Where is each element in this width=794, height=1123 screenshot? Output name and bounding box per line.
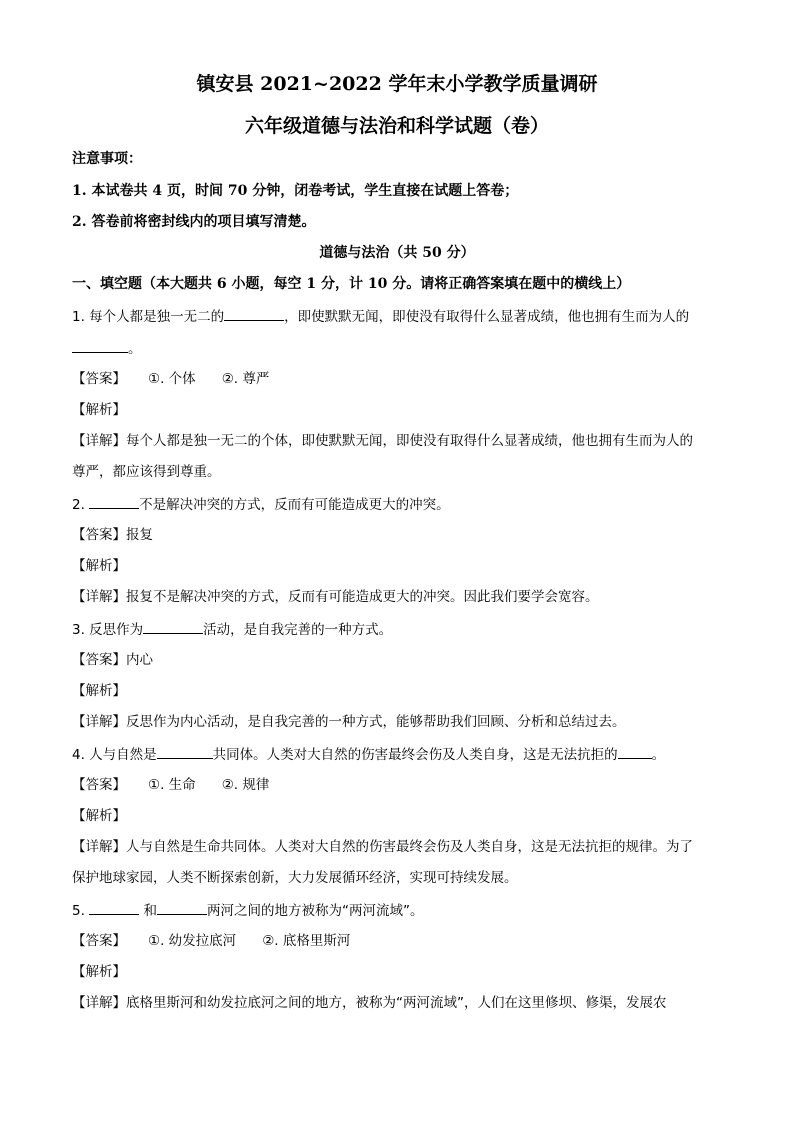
q4-blank-1: [157, 744, 213, 759]
q3-analysis: 【解析】: [72, 683, 126, 699]
q4-detail: [72, 837, 722, 857]
detail-label: 【详解】: [72, 714, 126, 730]
q2-blank: [89, 494, 139, 509]
q4-stem-b: 共同体。人类对大自然的伤害最终会伤及人类自身，这是无法抗拒的: [212, 747, 618, 763]
q5-stem: 两河之间的地方被称为“两河流域”。: [206, 903, 424, 919]
q5-option-2: ②. 底格里斯河: [262, 933, 351, 949]
q5-option-1: ①. 幼发拉底河: [148, 933, 237, 949]
detail-label: 【详解】: [72, 995, 126, 1011]
q3-stem-b: 活动，是自我完善的一种方式。: [203, 622, 393, 638]
q2-answer-text: 报复: [126, 527, 153, 543]
q4-detail-cont: 保护地球家园，人类不断探索创新，大力发展循环经济，实现可持续发展。: [72, 870, 518, 886]
q3-blank: [143, 619, 203, 634]
q4-blank-2: [618, 744, 652, 759]
question-5: [72, 900, 722, 921]
section-title: 道德与法治（共 50 分）: [319, 245, 475, 261]
q1-stem-b: ，即使默默无闻，即使没有取得什么显著成绩，他也拥有生而为人的: [284, 309, 690, 325]
q5-blank-1: [89, 900, 139, 915]
question-2: [72, 494, 722, 515]
answer-label: 【答案】: [72, 777, 126, 793]
q1-option-2: ②. 尊严: [221, 371, 270, 387]
q3-detail: [72, 712, 722, 732]
q5-blank-2: [157, 900, 207, 915]
question-3: [72, 619, 722, 640]
q4-detail-text: 人与自然是生命共同体。人类对大自然的伤害最终会伤及人类自身，这是无法抗拒的规律。为了: [126, 839, 693, 855]
q5-mid: 和: [139, 903, 157, 919]
question-1-cont: [72, 338, 722, 359]
q2-answer: [72, 525, 722, 545]
q1-detail-cont: 尊严，都应该得到尊重。: [72, 464, 221, 480]
detail-label: 【详解】: [72, 433, 126, 449]
q1-option-1: ①. 个体: [148, 371, 196, 387]
q3-detail-text: 反思作为内心活动，是自我完善的一种方式，能够帮助我们回顾、分析和总结过去。: [126, 714, 626, 730]
notice-item-1: 1. 本试卷共 4 页，时间 70 分钟，闭卷考试，学生直接在试题上答卷；: [72, 183, 519, 199]
q5-answer: [72, 931, 722, 951]
q3-answer-text: 内心: [126, 652, 153, 668]
q1-analysis: 【解析】: [72, 402, 126, 418]
q1-blank-1: [224, 306, 284, 321]
q2-detail-text: 报复不是解决冲突的方式，反而有可能造成更大的冲突。因此我们要学会宽容。: [126, 589, 599, 605]
notice-heading: 注意事项：: [72, 151, 142, 167]
q4-stem-c: 。: [651, 747, 666, 763]
q2-detail: [72, 587, 722, 607]
q2-stem: 不是解决冲突的方式，反而有可能造成更大的冲突。: [139, 497, 450, 513]
q1-detail: [72, 431, 722, 451]
q4-option-2: ②. 规律: [221, 777, 270, 793]
detail-label: 【详解】: [72, 589, 126, 605]
q3-stem-a: 3. 反思作为: [72, 622, 144, 638]
exam-title: 镇安县 2021~2022 学年末小学教学质量调研: [196, 73, 598, 95]
q1-detail-text: 每个人都是独一无二的个体，即使默默无闻，即使没有取得什么显著成绩，他也拥有生而为人的: [126, 433, 693, 449]
q5-analysis: 【解析】: [72, 964, 126, 980]
q4-answer: [72, 775, 722, 795]
q2-analysis: 【解析】: [72, 558, 126, 574]
detail-label: 【详解】: [72, 839, 126, 855]
q4-analysis: 【解析】: [72, 808, 126, 824]
q1-answer: [72, 369, 722, 389]
q1-stem-c: 。: [128, 341, 142, 357]
question-4: [72, 744, 722, 765]
q5-num: 5.: [72, 903, 90, 919]
question-1: [72, 306, 722, 327]
answer-label: 【答案】: [72, 371, 126, 387]
q4-stem-a: 4. 人与自然是: [72, 747, 157, 763]
q2-num: 2.: [72, 497, 90, 513]
answer-label: 【答案】: [72, 933, 126, 949]
notice-item-2: 2. 答卷前将密封线内的项目填写清楚。: [72, 214, 316, 230]
q1-blank-2: [72, 338, 128, 353]
q5-detail-text: 底格里斯河和幼发拉底河之间的地方，被称为“两河流域”，人们在这里修坝、修渠，发展农: [126, 995, 667, 1011]
exam-subtitle: 六年级道德与法治和科学试题（卷）: [244, 115, 549, 137]
q4-option-1: ①. 生命: [148, 777, 196, 793]
part1-heading: 一、填空题（本大题共 6 小题，每空 1 分，计 10 分。请将正确答案填在题中的横线上）: [72, 276, 631, 292]
q3-answer: [72, 650, 722, 670]
answer-label: 【答案】: [72, 527, 126, 543]
q1-stem-a: 1. 每个人都是独一无二的: [72, 309, 225, 325]
answer-label: 【答案】: [72, 652, 126, 668]
q5-detail: [72, 993, 722, 1013]
